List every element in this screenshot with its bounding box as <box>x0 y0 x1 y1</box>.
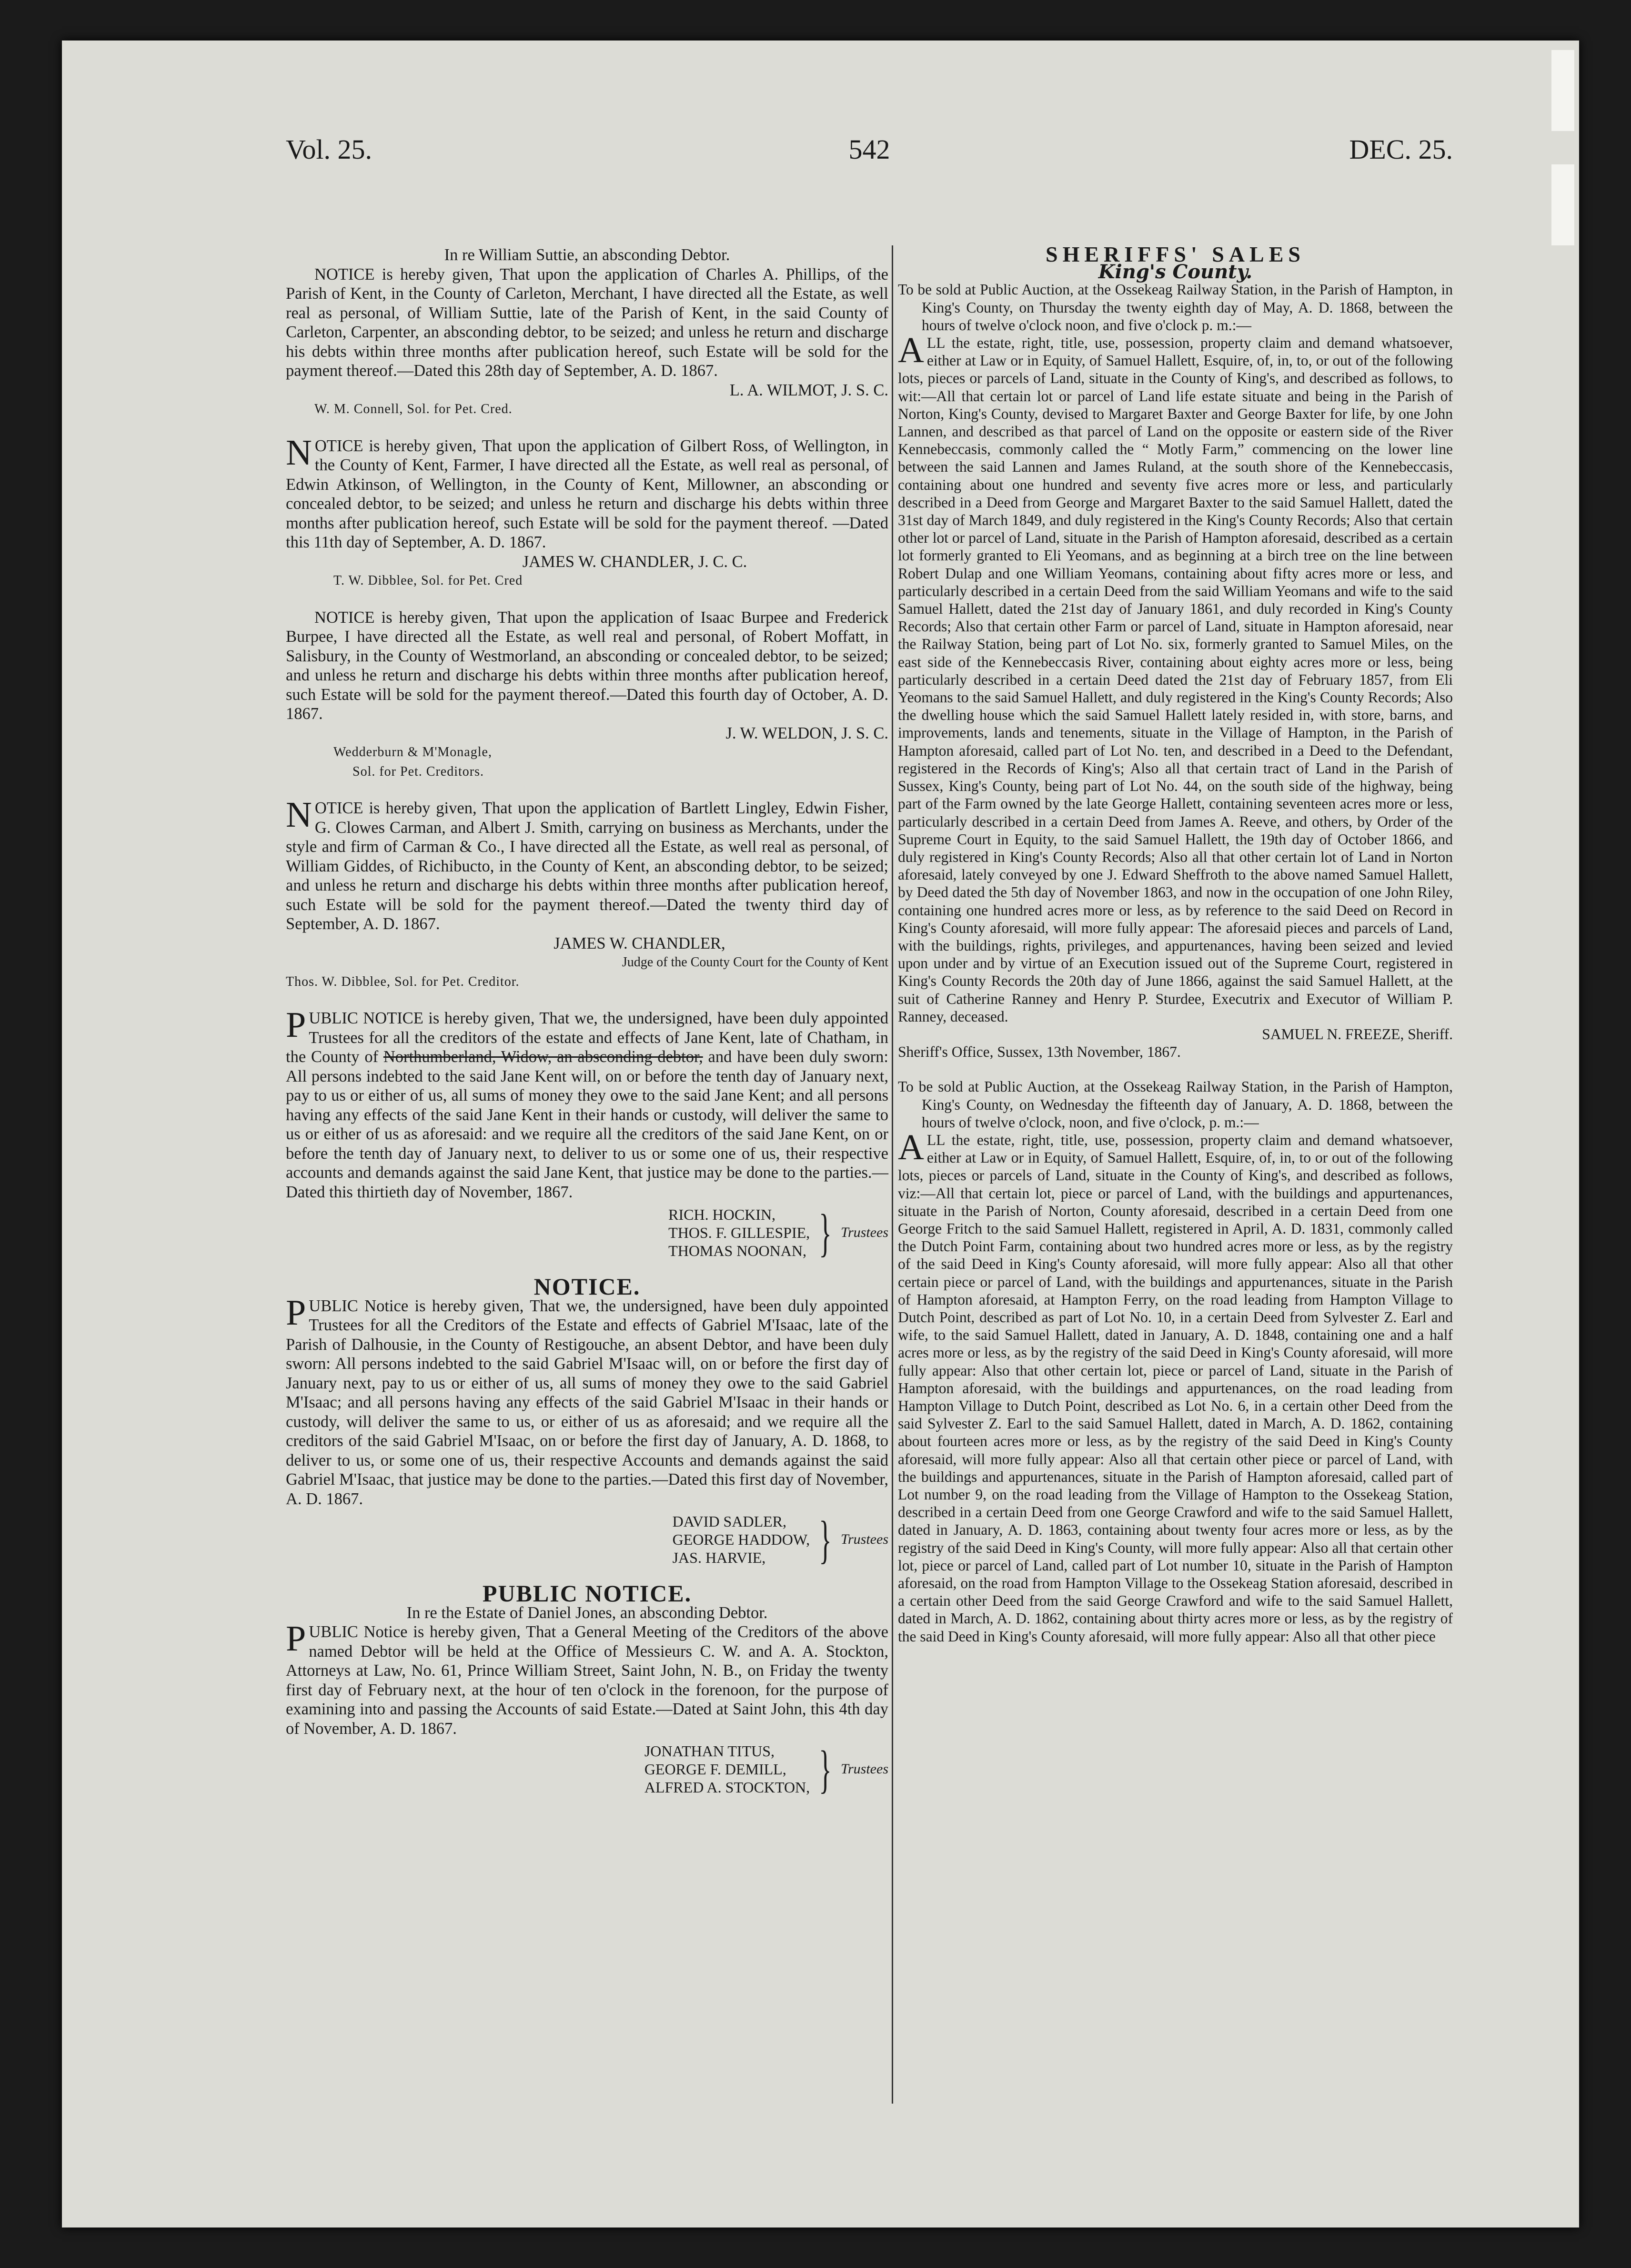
section-heading: SHERIFFS' SALES <box>1046 242 1305 266</box>
notice-body: NOTICE is hereby given, That upon the application of Isaac Burpee and Frederick Burpee, I have directed all the Estate, as well real and personal, of Robert Moffatt, in Salisbury, in the County of Westmorland, an absconding or concealed debtor, to be seized; and unless he return and discharge his debts within three months after publication hereof, such Estate will be sold for the payment thereof.—Dated this fourth day of October, A. D. 1867. <box>286 608 888 723</box>
trustees-label: Trustees <box>840 1224 888 1240</box>
notice-atkinson <box>286 432 888 591</box>
trustee-name: THOMAS NOONAN, <box>668 1242 806 1259</box>
notice-solicitor: Thos. W. Dibblee, Sol. for Pet. Creditor. <box>286 974 520 989</box>
column-divider <box>892 245 893 2104</box>
trustee-name: RICH. HOCKIN, <box>668 1206 776 1223</box>
brace-glyph: } <box>819 1204 832 1262</box>
page-number: 542 <box>848 134 890 165</box>
sale-intro: To be sold at Public Auction, at the Ossekeag Railway Station, in the Parish of Hampton, in King's County, on Thursday the twenty eighth day of May, A. D. 1868, between the hours of twelve o'clock noon, and five o'clock p. m.:— <box>898 281 1453 334</box>
trustees-block <box>286 1512 888 1567</box>
drop-cap: N <box>286 432 312 473</box>
notice-body: OTICE is hereby given, That upon the application of Gilbert Ross, of Wellington, in the County of Kent, Farmer, I have directed all the Estate, as well real as personal, of Edwin Atkinson, of Wellington, in the County of Kent, Millowner, an absconding or concealed debtor, to be seized; and unless he return and discharge his debts within three months after publication hereof, such Estate will be sold for the payment thereof. —Dated this 11th day of September, A. D. 1867. <box>286 436 888 551</box>
notice-body: NOTICE is hereby given, That upon the application of Charles A. Phillips, of the Parish of Kent, in the County of Carleton, Merchant, I have directed all the Estate, as well real as personal, of William Suttie, late of the Parish of Kent, in the said County of Carleton, Carpenter, an absconding debtor, to be seized; and unless he return and discharge his debts within three months after publication hereof, such Estate will be sold for the payment thereof.—Dated this 28th day of September, A. D. 1867. <box>286 265 888 380</box>
volume-number: Vol. 25. <box>286 134 373 165</box>
sale-signer: SAMUEL N. FREEZE, Sheriff. <box>1262 1025 1453 1043</box>
trustees-label: Trustees <box>840 1761 888 1777</box>
notice-heading: PUBLIC NOTICE. <box>482 1580 692 1607</box>
notice-daniel-jones <box>286 1580 888 1798</box>
notice-body: OTICE is hereby given, That upon the application of Bartlett Lingley, Edwin Fisher, G. Clowes Carman, and Albert J. Smith, carrying on business as Merchants, under the style and firm of Carman & Co., I have directed all the Estate, as well real as personal, of William Giddes, of Richibucto, in the County of Kent, an absconding debtor, to be seized; and unless he return and discharge his debts within three months after publication hereof, such Estate will be sold for the payment thereof.—Dated the twenty third day of September, A. D. 1867. <box>286 799 888 933</box>
notice-body-b: and have been duly sworn: All persons indebted to the said Jane Kent will, on or before the tenth day of January next, pay to us or either of us, all sums of money they owe to the said Jane Kent; and all persons having any effects of the said Jane Kent in their hands or custody, will deliver the same to us or either of us as aforesaid: and we require all the creditors of the said Jane Kent, on or before the tenth day of January next, to deliver to us or some one of us, their respective accounts and demands against the said Jane Kent, that justice may be done to the parties.—Dated this thirtieth day of November, 1867. <box>286 1048 888 1201</box>
brace-glyph: } <box>819 1510 832 1569</box>
notice-body: UBLIC Notice is hereby given, That a General Meeting of the Creditors of the above named Debtor will be held at the Office of Messieurs C. W. and A. A. Stockton, Attorneys at Law, No. 61, Prince William Street, Saint John, N. B., on Friday the twenty first day of February next, at the hour of ten o'clock in the forenoon, for the purpose of examining into and passing the Accounts of said Estate.—Dated at Saint John, this 4th day of November, A. D. 1867. <box>286 1623 888 1738</box>
drop-cap: N <box>286 795 312 835</box>
trustee-names <box>673 1512 810 1567</box>
notice-suttie <box>286 245 888 419</box>
sale-office: Sheriff's Office, Sussex, 13th November, 1867. <box>898 1043 1181 1061</box>
trustee-name: GEORGE HADDOW, <box>672 1531 810 1548</box>
trustee-name: ALFRED A. STOCKTON, <box>644 1779 810 1796</box>
notice-body: UBLIC Notice is hereby given, That we, the undersigned, have been duly appointed Trustees for all the Creditors of the Estate and effects of Gabriel M'Isaac, late of the Parish of Dalhousie, in the County of Restigouche, an absent Debtor, and have been duly sworn: All persons indebted to the said Gabriel M'Isaac will, on or before the first day of January next, pay to us or either of us, all sums of money they owe to the said Gabriel M'Isaac; and all persons having any effects of the said Gabriel M'Isaac in their hands or custody, will deliver the same to us, or either of us as aforesaid; and we require all the creditors of the said Gabriel M'Isaac, on or before the first day of January, A. D. 1868, to deliver to us, or some one of us, their respective Accounts and demands against the said Gabriel M'Isaac, that justice may be done to the parties.—Dated this first day of November, A. D. 1867. <box>286 1296 888 1508</box>
trustees-block <box>286 1742 888 1796</box>
notice-heading: NOTICE. <box>534 1273 641 1300</box>
notice-mcisaac <box>286 1273 888 1569</box>
sale-body: LL the estate, right, title, use, possession, property claim and demand whatsoever, either at Law or in Equity, of Samuel Hallett, Esquire, of, in, to, or out of the following lots, pieces or parcels of Land, situate in the County of King's, and described as follows, to wit:—All that certain lot or parcel of Land life estate situate and being in the Parish of Norton, King's County, devised to Margaret Baxter and George Baxter for life, by one John Lannen, and described as that parcel of Land on the opposite or eastern side of the River Kennebeccasis, commonly called the “ Motly Farm,” commencing on the lower line between the said Lannen and James Ruland, at the south shore of the Kennebeccasis, containing about one hundred and seventy five acres more or less, and particularly described in a Deed from George and Margaret Baxter to the said Samuel Hallett, dated the 31st day of March 1849, and duly registered in the King's County Records; Also that certain other lot or parcel of Land, situate in the Parish of Hampton aforesaid, described as a certain lot formerly granted to Eli Yeomans, and as beginning at a birch tree on the line between Robert Dulap and one William Yeomans, containing about fifty acres more or less, and particularly described in a certain Deed from the said William Yeomans and wife to the said Samuel Hallett, dated the 21st day of January 1861, and duly recorded in King's County Records; Also that certain other Farm or parcel of Land, situate in Hampton aforesaid, near the Railway Station, being part of Lot No. six, formerly granted to Samuel Miles, on the east side of the Kennebeccasis River, containing about eighty acres more or less, being particularly described in a certain Deed dated the 21st day of February 1857, from Eli Yeomans to the said Samuel Hallett, and duly registered in the King's County Records; Also the dwelling house which the said Samuel Hallett lately resided in, with store, barns, and improvements, lands and tenements, situate in the Village of Hampton, in the Parish of Hampton aforesaid, called part of Lot No. ten, and described in a Deed to the Defendant, registered in the Records of King's; Also all that certain tract of Land in the Parish of Sussex, King's County, being part of Lot No. 44, on the south side of the highway, being part of the Farm owned by the late George Hallett, containing seventeen acres more or less, particularly described in a certain Deed from James A. Reeve, and others, by Order of the Supreme Court in Equity, to the said Samuel Hallett, the 19th day of October 1866, and duly registered in King's County Records; Also all that other certain lot of Land in Norton aforesaid, lately conveyed by one J. Edward Sheffroth to the above named Samuel Hallett, by Deed dated the 5th day of November 1863, and now in the occupation of one John Riley, containing one hundred acres more or less, as by reference to the said Deed on Record in King's County aforesaid, will more fully appear: The aforesaid pieces and parcels of Land, with the buildings, rights, privileges, and appurtenances, having been seized and levied upon under and by virtue of an Execution issued out of the Supreme Court, registered in King's County Records the 20th day of June 1866, against the said Samuel Hallett, at the suit of Catherine Ranney and Henry P. Sturdee, Executrix and Executor of William P. Ranney, deceased. <box>898 334 1453 1025</box>
page-header <box>286 133 1453 186</box>
sheriff-sale-1 <box>898 281 1453 1061</box>
notice-solicitor-role: Sol. for Pet. Creditors. <box>352 764 484 779</box>
notice-body-a: UBLIC NOTICE is hereby given, That we, the undersigned, have been duly appointed Trustees for all the creditors of the estate and effects of Jane Kent, late of Chatham, in the County of <box>286 1009 888 1066</box>
binding-tab <box>1551 164 1574 245</box>
left-column <box>286 245 888 1813</box>
trustees-label: Trustees <box>840 1531 888 1547</box>
drop-cap: A <box>898 1127 924 1167</box>
drop-cap: A <box>898 330 924 371</box>
brace-glyph: } <box>819 1740 832 1798</box>
trustee-name: JAS. HARVIE, <box>672 1549 766 1566</box>
sale-intro: To be sold at Public Auction, at the Ossekeag Railway Station, in the Parish of Hampton, King's County, on Wednesday the fifteenth day of January, A. D. 1868, between the hours of twelve o'clock, noon, and five o'clock, p. m.:— <box>898 1078 1453 1131</box>
notice-giddes <box>286 795 888 992</box>
sheriff-sale-2 <box>898 1078 1453 1645</box>
notice-signer: J. W. WELDON, J. S. C. <box>725 724 888 742</box>
notice-signer: JAMES W. CHANDLER, <box>554 934 725 952</box>
notice-signer-title: Judge of the County Court for the County of Kent <box>622 955 888 970</box>
sale-body: LL the estate, right, title, use, possession, property claim and demand whatsoever, either at Law or in Equity, of Samuel Hallett, Esquire, of, in, to or out of the following lots, pieces or parcels of Land, situate in the County of King's, and described as follows, viz:—All that certain lot, piece or parcel of Land, with the buildings and appurtenances, situate in the Parish of Norton, County aforesaid, described in a certain Deed from one George Fritch to the said Samuel Hallett, registered in April, A. D. 1831, commonly called the Dutch Point Farm, containing about two hundred acres more or less, as by the registry of the said Deed in King's County aforesaid, will more fully appear: Also all that other certain piece or parcel of Land, with the buildings and appurtenances, situate in the Parish of Hampton aforesaid, at Hampton Ferry, on the road leading from Hampton Village to Dutch Point, described as part of Lot No. 10, in a certain Deed from Sylvester Z. Earl and wife, to the said Samuel Hallett, dated in January, A. D. 1848, containing one and a half acres more or less, as by the registry of the said Deed in King's County aforesaid, will more fully appear: Also that other certain lot, piece or parcel of Land, situate in the Parish of Hampton aforesaid, with the buildings and appurtenances, on the road leading from Hampton Village to Dutch Point, described as Lot No. 6, in a certain other Deed from the said Sylvester Z. Earl to the said Samuel Hallett, dated in March, A. D. 1862, containing about fourteen acres more or less, as by the registry of the said Deed in King's County aforesaid, will more fully appear: Also all that certain other piece or parcel of Land, with the buildings and appurtenances, situate in the Parish of Hampton aforesaid, called part of Lot number 9, on the road leading from the Village of Hampton to the Ossekeag Station, described in a certain Deed from one George Crawford and wife to the said Samuel Hallett, dated in January, A. D. 1863, containing about twenty four acres more or less, as by the registry of the said Deed in King's County, will more fully appear: Also all that certain other lot, piece or parcel of Land, called part of Lot number 10, situate in the Parish of Hampton aforesaid, on the road from Hampton Village to the Ossekeag Station aforesaid, described in a certain other Deed from the said George Crawford and wife to the said Samuel Hallett, dated in March, A. D. 1862, containing about thirty acres more or less, as by the registry of the said Deed in King's County aforesaid, will more fully appear: Also all that other piece <box>898 1131 1453 1645</box>
struck-text: Northumberland, Widow, an absconding debtor, <box>383 1048 703 1066</box>
notice-moffatt <box>286 608 888 782</box>
trustees-block <box>286 1205 888 1260</box>
issue-date: DEC. 25. <box>1349 134 1453 165</box>
drop-cap: P <box>286 1292 306 1333</box>
notice-signer: JAMES W. CHANDLER, J. C. C. <box>522 552 747 571</box>
notice-title: In re William Suttie, an absconding Debtor. <box>444 246 730 264</box>
trustee-names <box>668 1205 810 1260</box>
notice-solicitor: Wedderburn & M'Monagle, <box>333 745 492 759</box>
trustee-names <box>644 1742 810 1796</box>
trustee-name: GEORGE F. DEMILL, <box>644 1761 786 1778</box>
notice-jane-kent <box>286 1005 888 1262</box>
notice-solicitor: W. M. Connell, Sol. for Pet. Cred. <box>314 402 513 416</box>
trustee-name: THOS. F. GILLESPIE, <box>668 1224 810 1241</box>
notice-signer: L. A. WILMOT, J. S. C. <box>729 381 888 399</box>
notice-subheading: In re the Estate of Daniel Jones, an absconding Debtor. <box>406 1603 768 1622</box>
trustee-name: DAVID SADLER, <box>672 1513 786 1530</box>
binding-tab <box>1551 50 1574 131</box>
drop-cap: P <box>286 1005 306 1045</box>
county-heading: King's County. <box>1098 261 1253 284</box>
drop-cap: P <box>286 1619 306 1659</box>
notice-solicitor: T. W. Dibblee, Sol. for Pet. Cred <box>333 573 523 588</box>
newspaper-page <box>62 40 1579 2228</box>
right-column <box>898 242 1453 1662</box>
trustee-name: JONATHAN TITUS, <box>644 1742 775 1760</box>
